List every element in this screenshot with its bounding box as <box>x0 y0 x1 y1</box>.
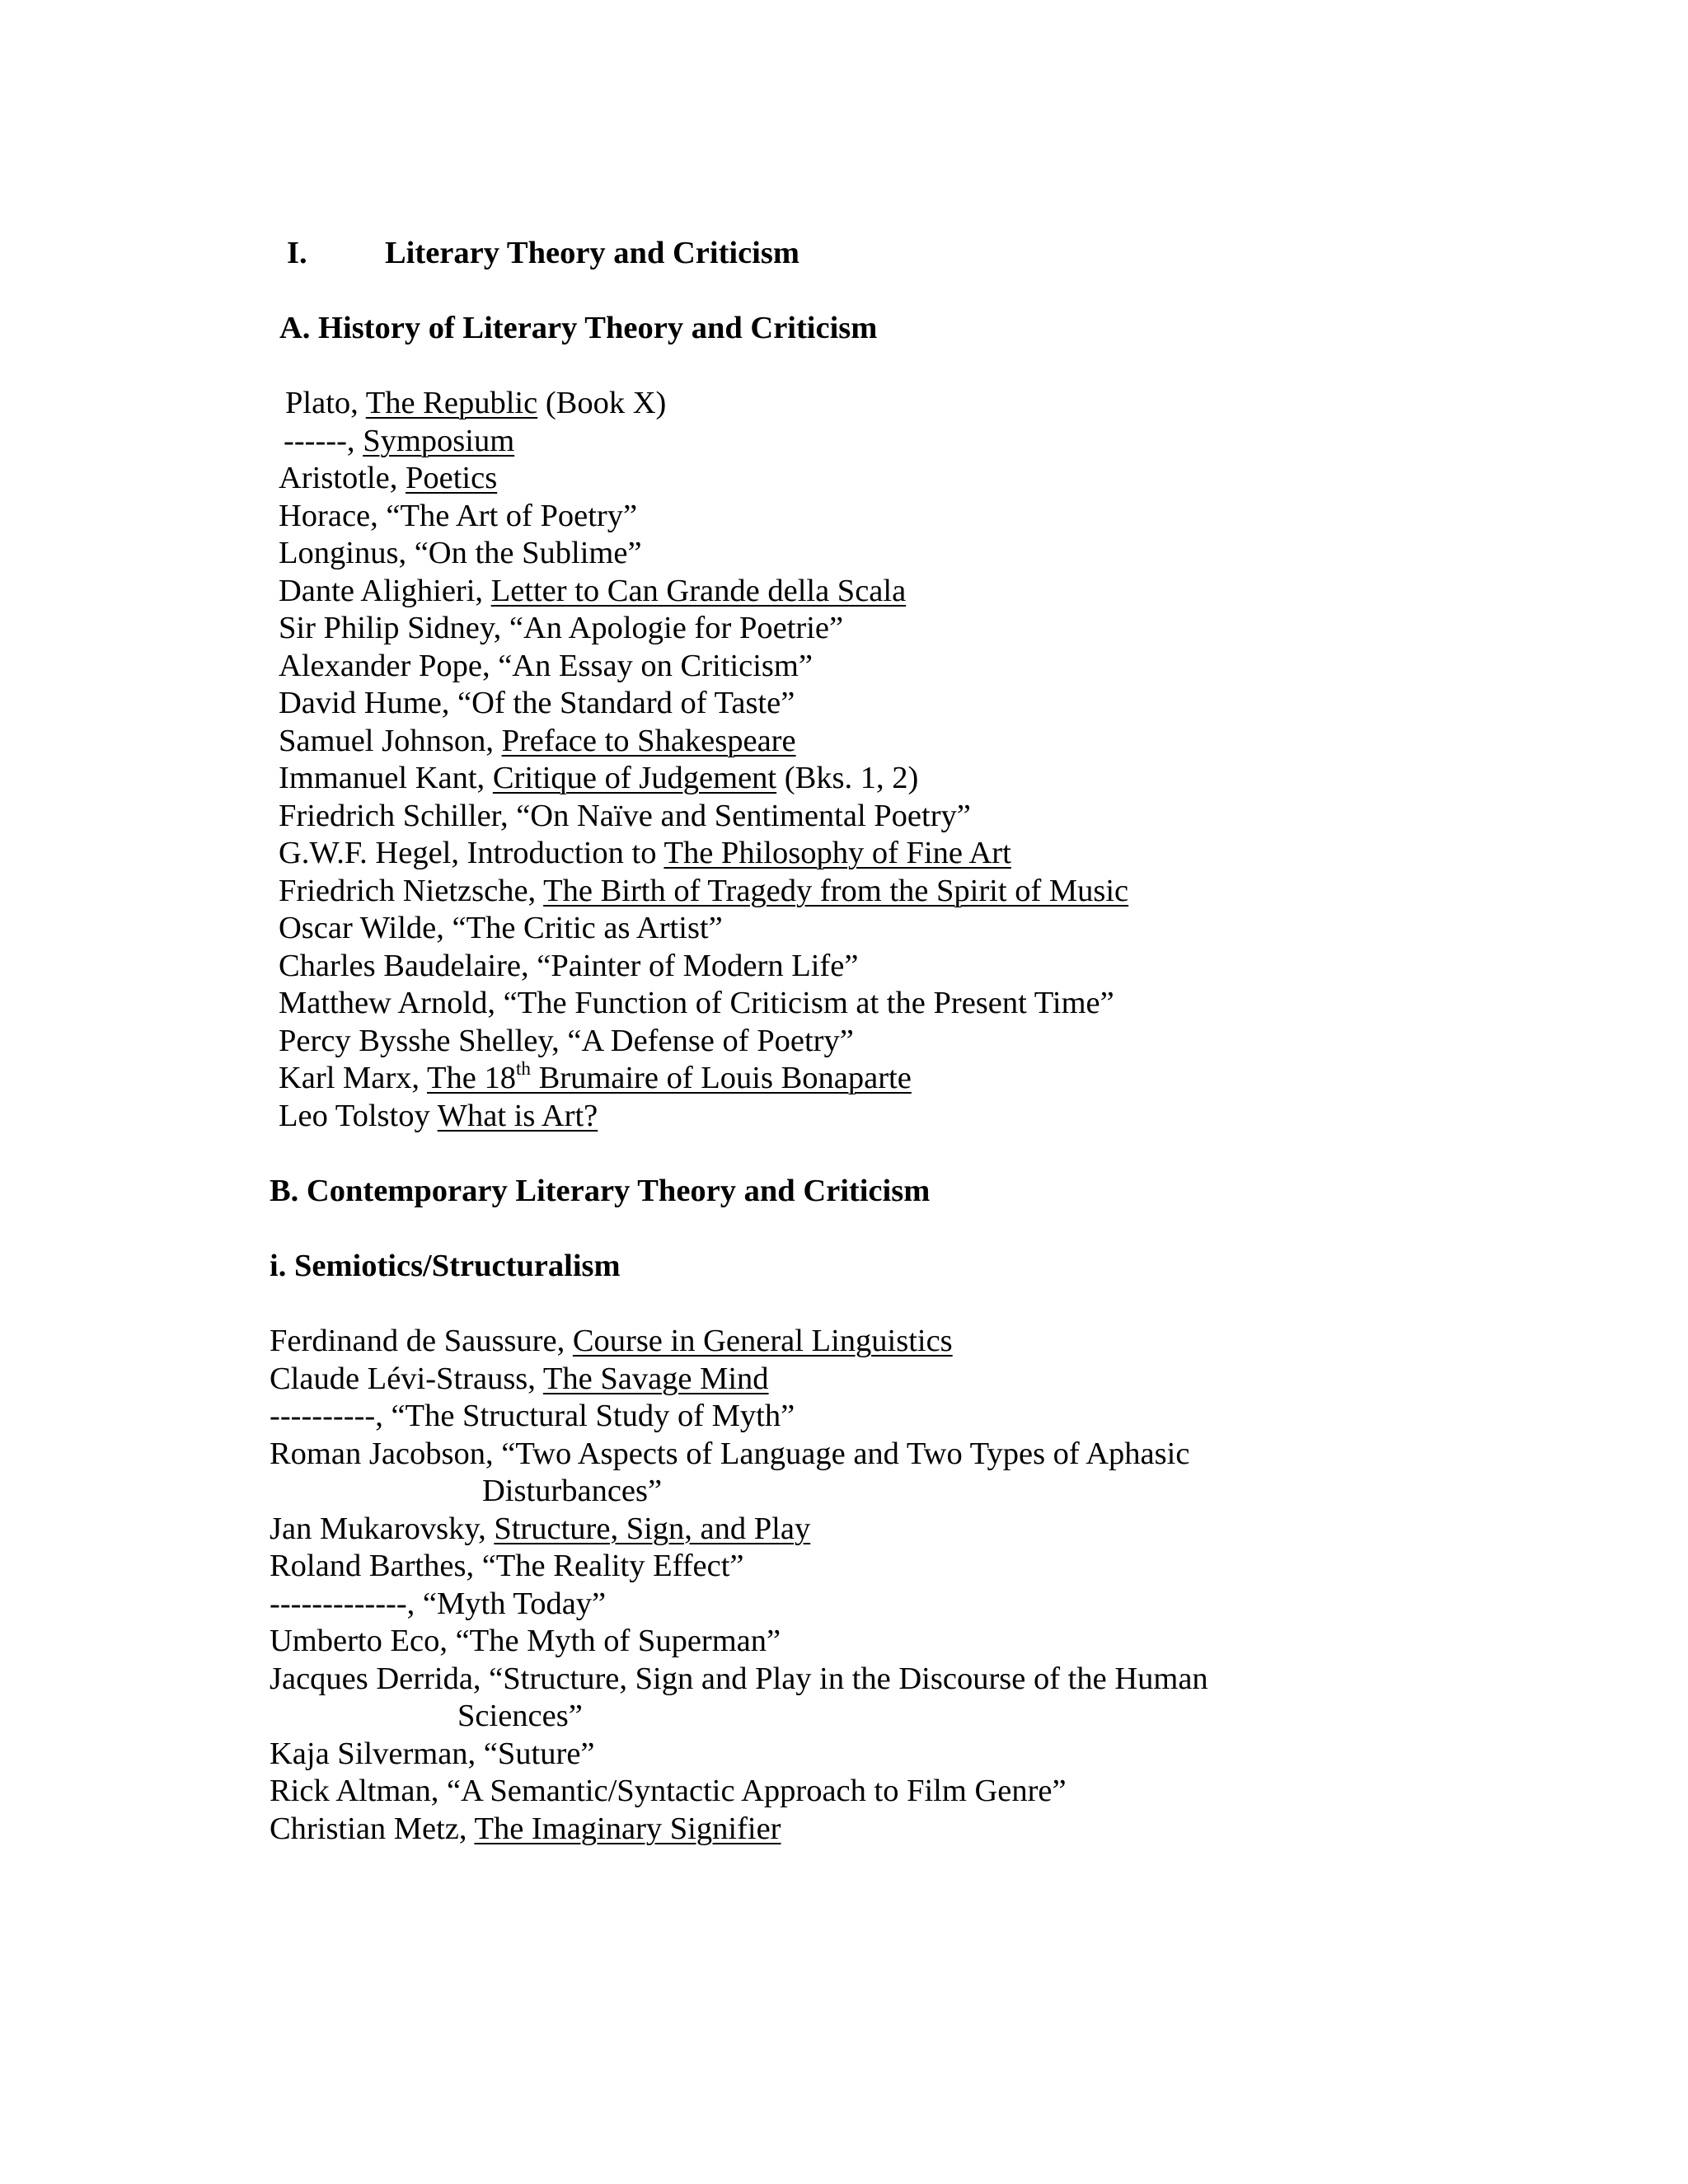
section-number: I. <box>287 236 307 270</box>
history-list <box>279 385 1128 1135</box>
bibliography-entry <box>270 1473 1208 1511</box>
entry-author: Claude Lévi-Strauss, <box>270 1361 543 1396</box>
semiotics-list <box>270 1323 1208 1848</box>
work-title-superscript: th <box>515 1057 531 1080</box>
entry-work-title: Course in General Linguistics <box>572 1324 953 1358</box>
bibliography-entry <box>279 610 1128 648</box>
bibliography-entry <box>270 1773 1208 1811</box>
bibliography-entry <box>279 498 1128 536</box>
entry-work-title: Poetics <box>405 461 498 495</box>
entry-work-title: Letter to Can Grande della Scala <box>490 573 907 608</box>
entry-author: Percy Bysshe Shelley, “A Defense of Poetry” <box>279 1023 854 1058</box>
entry-work-title: The Birth of Tragedy from the Spirit of Music <box>543 873 1129 908</box>
bibliography-entry <box>279 423 1128 461</box>
entry-continuation: Disturbances” <box>482 1474 663 1508</box>
entry-work-title: The Philosophy of Fine Art <box>663 836 1011 870</box>
bibliography-entry <box>279 1057 1128 1098</box>
entry-author: Friedrich Schiller, “On Naïve and Sentimental Poetry” <box>279 798 971 833</box>
entry-author: G.W.F. Hegel, Introduction to <box>279 836 664 870</box>
semiotics-subheading: i. Semiotics/Structuralism <box>270 1249 621 1283</box>
bibliography-entry <box>270 1398 1208 1436</box>
entry-work-title: The Republic <box>365 386 538 420</box>
entry-author: Samuel Johnson, <box>279 723 502 758</box>
bibliography-entry <box>279 798 1128 836</box>
entry-work-title: The Imaginary Signifier <box>474 1811 781 1846</box>
entry-author: Roman Jacobson, “Two Aspects of Language and Two Types of Aphasic <box>270 1436 1190 1471</box>
bibliography-entry <box>270 1586 1208 1624</box>
entry-author: Oscar Wilde, “The Critic as Artist” <box>279 911 723 945</box>
entry-author: Alexander Pope, “An Essay on Criticism” <box>279 648 813 683</box>
entry-author: Christian Metz, <box>270 1811 475 1846</box>
bibliography-entry <box>279 385 1128 423</box>
entry-author: Jan Mukarovsky, <box>270 1511 495 1546</box>
entry-work-title: Symposium <box>363 423 515 458</box>
bibliography-entry <box>279 873 1128 911</box>
entry-work-title: Preface to Shakespeare <box>501 723 796 758</box>
bibliography-entry <box>270 1436 1208 1474</box>
bibliography-entry <box>279 985 1128 1023</box>
entry-author: Matthew Arnold, “The Function of Criticism at the Present Time” <box>279 986 1114 1020</box>
work-title-part: Brumaire of Louis Bonaparte <box>530 1061 912 1095</box>
entry-author: Sir Philip Sidney, “An Apologie for Poetrie” <box>279 611 844 645</box>
entry-author: Charles Baudelaire, “Painter of Modern Life” <box>279 948 859 983</box>
entry-note: (Book X) <box>537 386 667 420</box>
bibliography-entry <box>279 648 1128 686</box>
history-heading: A. History of Literary Theory and Criticism <box>279 311 878 345</box>
entry-author: ----------, “The Structural Study of Myth” <box>270 1399 795 1433</box>
section-title: Literary Theory and Criticism <box>385 236 799 270</box>
entry-author: David Hume, “Of the Standard of Taste” <box>279 686 795 720</box>
bibliography-entry <box>279 460 1128 498</box>
bibliography-entry <box>270 1736 1208 1774</box>
entry-author: -------------, “Myth Today” <box>270 1586 607 1621</box>
bibliography-entry <box>279 910 1128 948</box>
bibliography-entry <box>279 535 1128 573</box>
entry-author: Plato, <box>285 386 366 420</box>
bibliography-entry <box>270 1323 1208 1361</box>
entry-author: Karl Marx, <box>279 1061 427 1095</box>
entry-author: Jacques Derrida, “Structure, Sign and Play in the Discourse of the Human <box>270 1661 1208 1696</box>
entry-work-title <box>426 1057 912 1095</box>
entry-work-title: Structure, Sign, and Play <box>494 1511 811 1546</box>
bibliography-entry <box>270 1661 1208 1699</box>
bibliography-entry <box>270 1623 1208 1661</box>
bibliography-entry <box>279 1023 1128 1061</box>
bibliography-entry <box>270 1698 1208 1736</box>
entry-author: Rick Altman, “A Semantic/Syntactic Approach to Film Genre” <box>270 1774 1067 1808</box>
entry-author: ------, <box>284 423 363 458</box>
work-title-part: The 18 <box>426 1061 516 1095</box>
entry-work-title: What is Art? <box>437 1098 598 1133</box>
entry-author: Longinus, “On the Sublime” <box>279 536 642 570</box>
contemporary-heading: B. Contemporary Literary Theory and Criticism <box>270 1174 931 1208</box>
entry-author: Leo Tolstoy <box>279 1098 438 1133</box>
bibliography-entry <box>279 1098 1128 1136</box>
entry-note: (Bks. 1, 2) <box>776 761 919 795</box>
entry-author: Ferdinand de Saussure, <box>270 1324 573 1358</box>
bibliography-entry <box>279 948 1128 986</box>
entry-work-title: Critique of Judgement <box>492 761 777 795</box>
bibliography-entry <box>279 760 1128 798</box>
bibliography-entry <box>279 573 1128 611</box>
entry-continuation: Sciences” <box>457 1699 583 1733</box>
entry-author: Immanuel Kant, <box>279 761 493 795</box>
bibliography-entry <box>279 835 1128 873</box>
bibliography-entry <box>279 685 1128 723</box>
entry-work-title: The Savage Mind <box>542 1361 769 1396</box>
bibliography-entry <box>270 1811 1208 1849</box>
entry-author: Friedrich Nietzsche, <box>279 873 544 908</box>
bibliography-entry <box>270 1361 1208 1399</box>
entry-author: Umberto Eco, “The Myth of Superman” <box>270 1624 781 1658</box>
entry-author: Aristotle, <box>279 461 406 495</box>
entry-author: Roland Barthes, “The Reality Effect” <box>270 1549 744 1583</box>
bibliography-entry <box>279 723 1128 761</box>
bibliography-entry <box>270 1548 1208 1586</box>
entry-author: Kaja Silverman, “Suture” <box>270 1736 595 1771</box>
bibliography-entry <box>270 1511 1208 1549</box>
entry-author: Horace, “The Art of Poetry” <box>279 498 638 533</box>
entry-author: Dante Alighieri, <box>279 573 491 608</box>
